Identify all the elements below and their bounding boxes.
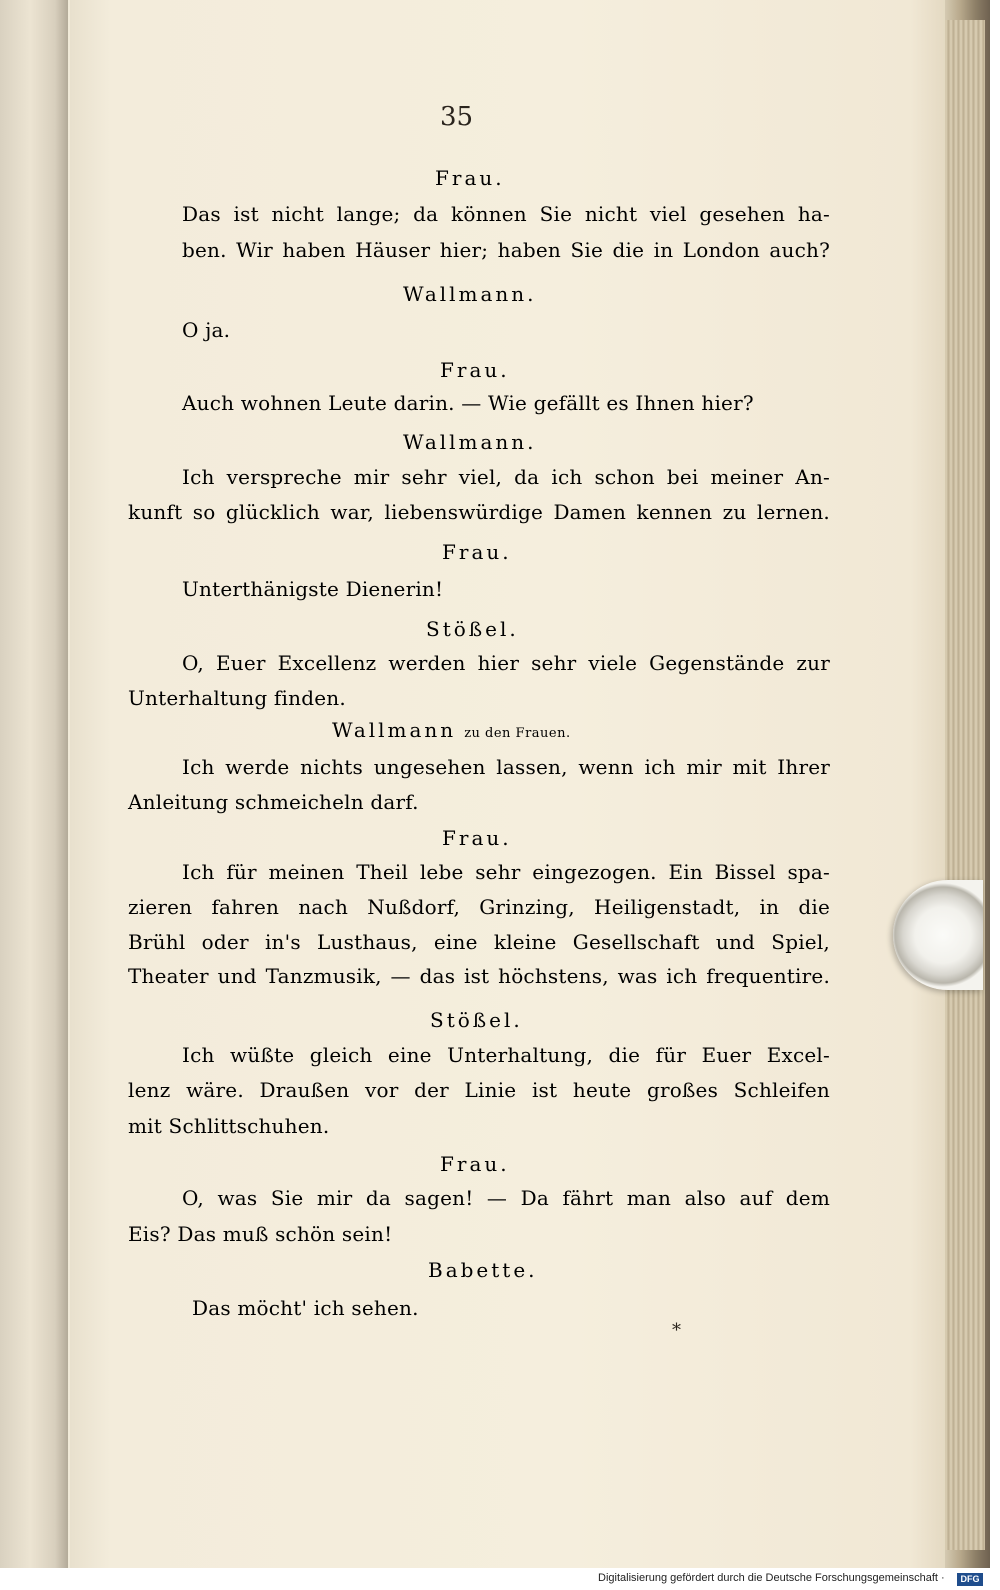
text-line: kunft so glücklich war, liebenswürdige Damen kennen zu lernen. (128, 500, 830, 524)
speaker-name: Wallmann (332, 718, 457, 742)
text-line: Brühl oder in's Lusthaus, eine kleine Gesellschaft und Spiel, (128, 930, 830, 954)
speaker-label: Frau. (442, 540, 512, 564)
text-line: ben. Wir haben Häuser hier; haben Sie die in London auch? (182, 238, 830, 262)
text-line: zieren fahren nach Nußdorf, Grinzing, Heiligenstadt, in die (128, 895, 830, 919)
text-line: Ich werde nichts ungesehen lassen, wenn ich mir mit Ihrer (182, 755, 830, 779)
speaker-label: Babette. (428, 1258, 538, 1282)
text-line: Das möcht' ich sehen. (192, 1296, 419, 1320)
digitization-credit: Digitalisierung gefördert durch die Deutsche Forschungsgemeinschaft · (598, 1572, 945, 1584)
speaker-label: Wallmann. (403, 430, 537, 454)
previous-page-edge (0, 0, 68, 1568)
text-line: Anleitung schmeicheln darf. (128, 790, 419, 814)
text-line: Unterhaltung finden. (128, 686, 346, 710)
speaker-label: Stößel. (430, 1008, 523, 1032)
speaker-label: Frau. (440, 358, 510, 382)
text-line: O, Euer Excellenz werden hier sehr viele Gegenstände zur (182, 651, 830, 675)
speaker-label: Stößel. (426, 617, 519, 641)
text-line: Ich verspreche mir sehr viel, da ich schon bei meiner An- (182, 465, 830, 489)
dfg-logo: DFG (957, 1573, 983, 1586)
text-line: Das ist nicht lange; da können Sie nicht viel gesehen ha- (182, 202, 830, 226)
text-line: Auch wohnen Leute darin. — Wie gefällt es Ihnen hier? (182, 391, 754, 415)
text-line: Unterthänigste Dienerin! (182, 577, 444, 601)
catchword-asterisk: * (672, 1320, 681, 1341)
page-stack-edge (945, 20, 985, 1550)
speaker-label: Frau. (442, 826, 512, 850)
stage-direction: zu den Frauen. (464, 726, 571, 741)
speaker-label (332, 718, 571, 742)
speaker-label: Wallmann. (403, 282, 537, 306)
speaker-label: Frau. (440, 1152, 510, 1176)
text-line: Ich für meinen Theil lebe sehr eingezogen. Ein Bissel spa- (182, 860, 830, 884)
text-line: Theater und Tanzmusik, — das ist höchstens, was ich frequentire. (128, 964, 830, 988)
speaker-label: Frau. (435, 166, 505, 190)
text-line: mit Schlittschuhen. (128, 1114, 330, 1138)
book-page (70, 0, 945, 1568)
text-line: Eis? Das muß schön sein! (128, 1222, 393, 1246)
text-line: O, was Sie mir da sagen! — Da fährt man also auf dem (182, 1186, 830, 1210)
text-line: O ja. (182, 318, 231, 342)
text-line: Ich wüßte gleich eine Unterhaltung, die für Euer Excel- (182, 1043, 830, 1067)
page-number: 35 (440, 102, 474, 132)
text-line: lenz wäre. Draußen vor der Linie ist heute großes Schleifen (128, 1078, 830, 1102)
